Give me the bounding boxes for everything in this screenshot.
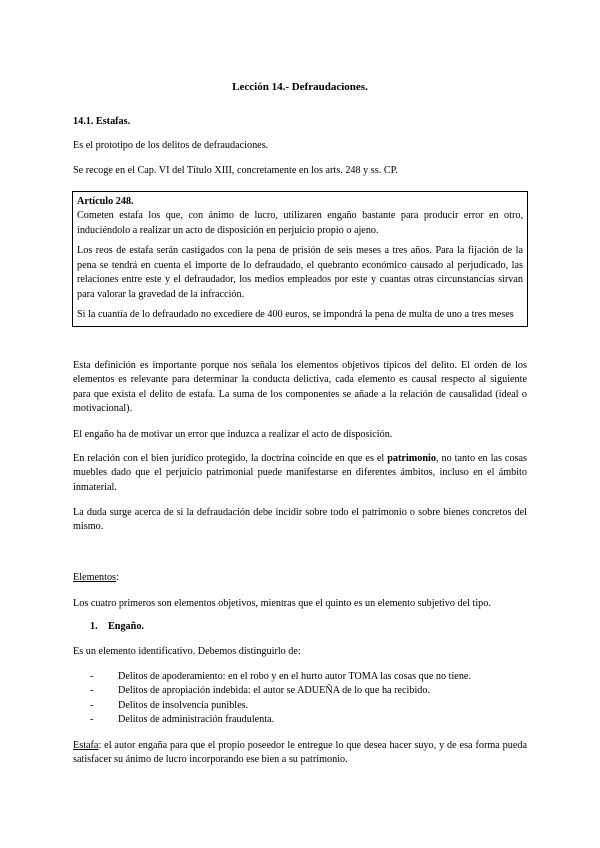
numbered-item-number: 1.: [90, 621, 98, 632]
section-heading: 14.1. Estafas.: [73, 116, 131, 127]
list-item: [90, 670, 527, 684]
elementos-paragraph: Los cuatro primeros son elementos objetivos, mientras que el quinto es un elemento subjetivo del tipo.: [73, 598, 491, 609]
article-title: Artículo 248.: [77, 196, 134, 207]
bien-text-before: En relación con el bien jurídico protegido, la doctrina coincide en que es el: [73, 453, 388, 464]
bien-text-after: , no tanto en las cosas muebles dado que el perjuicio patrimonial puede manifestarse en diferentes ámbitos, incluso en el ámbito inmaterial.: [73, 453, 528, 493]
identificativo-paragraph: Es un elemento identificativo. Debemos distinguirlo de:: [73, 646, 301, 657]
estafa-label: Estafa: [73, 740, 99, 751]
lesson-title: Lección 14.- Defraudaciones.: [232, 81, 368, 93]
estafa-paragraph: [73, 739, 527, 768]
intro-paragraph-1: Es el prototipo de los delitos de defraudaciones.: [73, 140, 269, 151]
definition-paragraph: Esta definición es importante porque nos señala los elementos objetivos típicos del delito. El orden de los elementos es relevante para determinar la conducta delictiva, cada elemento es causal respecto al siguiente para que exista el delito de estafa. La suma de los componentes se añade a la relación de causalidad (ideal o motivacional).: [73, 360, 527, 415]
list-dash: -: [90, 714, 94, 726]
article-box: [72, 191, 528, 327]
bien-juridico-paragraph: [73, 452, 527, 495]
list-item-text: Delitos de apropiación indebida: el autor se ADUEÑA de lo que ha recibido.: [118, 685, 431, 697]
numbered-item-label: Engaño.: [108, 621, 144, 632]
list-item-text: Delitos de insolvencia punibles.: [118, 699, 249, 711]
elementos-label: Elementos: [73, 572, 117, 583]
engano-paragraph: El engaño ha de motivar un error que induzca a realizar el acto de disposición.: [73, 429, 393, 440]
article-text-1: Cometen estafa los que, con ánimo de lucro, utilizaren engaño bastante para producir error en otro, induciéndolo a realizar un acto de disposición en perjuicio propio o ajeno.: [77, 210, 523, 236]
list-dash: -: [90, 699, 94, 711]
intro-paragraph-2: Se recoge en el Cap. VI del Título XIII, concretamente en los arts. 248 y ss. CP.: [73, 165, 398, 176]
elementos-heading: [73, 571, 527, 585]
numbered-item-engano: [90, 620, 144, 634]
patrimonio-bold: patrimonio: [387, 453, 436, 464]
list-item-text: Delitos de apoderamiento: en el robo y en el hurto autor TOMA las cosas que no tiene.: [118, 671, 471, 682]
list-item: [90, 684, 527, 698]
duda-paragraph: La duda surge acerca de si la defraudación debe incidir sobre todo el patrimonio o sobre bienes concretos del mismo.: [73, 507, 527, 533]
list-item-text: Delitos de administración fraudulenta.: [118, 714, 275, 726]
list-dash: -: [90, 685, 94, 697]
list-dash: -: [90, 671, 94, 682]
estafa-text: : el autor engaña para que el propio poseedor le entregue lo que desea hacer suyo, y de esa forma pueda satisfacer su ánimo de lucro incorporando ese bien a su patrimonio.: [73, 740, 527, 766]
article-paragraph-2: Los reos de estafa serán castigados con la pena de prisión de seis meses a tres años. Para la fijación de la pena se tendrá en cuenta el importe de lo defraudado, el quebranto económico causado al perjudicado, las relaciones entre este y el defraudador, los medios empleados por este y cuantas otras circunstancias sirvan para valorar la gravedad de la infracción.: [77, 245, 523, 300]
article-paragraph-3: Si la cuantía de lo defraudado no excediere de 400 euros, se impondrá la pena de multa de uno a tres meses: [77, 309, 514, 321]
distinction-list: [90, 670, 527, 728]
article-paragraph-1: [77, 195, 523, 238]
list-item: [90, 713, 527, 727]
list-item: [90, 699, 527, 713]
elementos-colon: :: [116, 572, 119, 583]
